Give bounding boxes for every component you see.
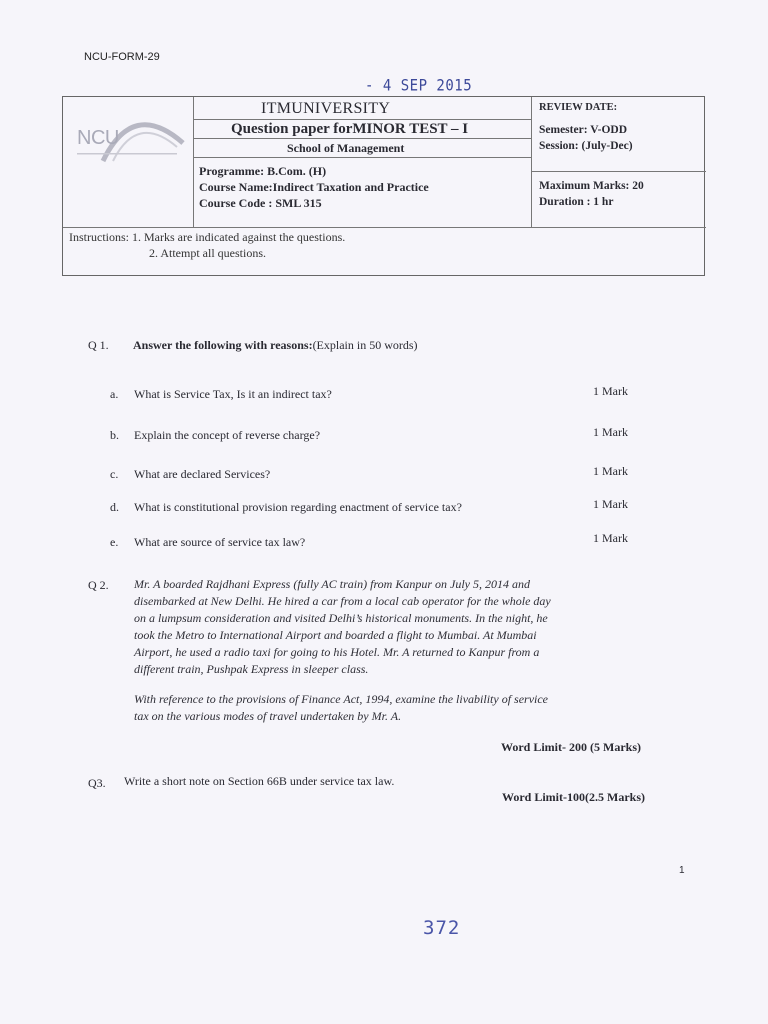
logo-text: NCU	[77, 127, 119, 149]
q1c-text: What are declared Services?	[134, 467, 271, 481]
q2-line: took the Metro to International Airport and boarded a flight to Mumbai. At Mumbai	[134, 628, 537, 642]
q1a-letter: a.	[110, 387, 119, 401]
q1c-letter: c.	[110, 467, 119, 481]
header-table	[62, 96, 705, 276]
q1d-mark: 1 Mark	[593, 497, 628, 511]
q1e-text: What are source of service tax law?	[134, 535, 306, 549]
q1-heading-bold: Answer the following with reasons:	[133, 338, 313, 352]
q2-line: Airport, he used a radio taxi for going to his Hotel. Mr. A returned to Kanpur from a	[134, 645, 540, 659]
q3-word-limit: Word Limit-100(2.5 Marks)	[502, 790, 645, 804]
q2-line: disembarked at New Delhi. He hired a car from a local cab operator for the whole day	[134, 594, 551, 608]
university-name: ITMUNIVERSITY	[261, 100, 391, 117]
q1d-text: What is constitutional provision regarding enactment of service tax?	[134, 500, 462, 514]
page-number: 1	[679, 865, 685, 876]
page-stamp-number: 372	[423, 917, 461, 939]
q2-question	[134, 691, 694, 725]
programme: Programme: B.Com. (H)	[199, 164, 327, 178]
q1e-mark: 1 Mark	[593, 531, 628, 545]
course-name: Course Name:Indirect Taxation and Practice	[199, 180, 429, 194]
session: Session: (July-Dec)	[539, 140, 633, 152]
q1-heading-rest: (Explain in 50 words)	[312, 338, 418, 352]
date-stamp: - 4 SEP 2015	[365, 76, 473, 96]
q1b-letter: b.	[110, 428, 119, 442]
q1e-letter: e.	[110, 535, 119, 549]
q2-question-line: With reference to the provisions of Finance Act, 1994, examine the livability of service	[134, 692, 548, 706]
q2-question-line: tax on the various modes of travel undertaken by Mr. A.	[134, 709, 402, 723]
q1c-mark: 1 Mark	[593, 464, 628, 478]
instruction-1: Instructions: 1. Marks are indicated against the questions.	[69, 230, 346, 244]
q2-line: different train, Pushpak Express in sleeper class.	[134, 662, 369, 676]
max-marks: Maximum Marks: 20	[539, 180, 644, 192]
q3-text: Write a short note on Section 66B under service tax law.	[124, 774, 395, 788]
q1b-mark: 1 Mark	[593, 425, 628, 439]
q2-line: on a lumpsum consideration and visited Delhi’s historical monuments. In the night, he	[134, 611, 548, 625]
q2-line: Mr. A boarded Rajdhani Express (fully AC train) from Kanpur on July 5, 2014 and	[134, 577, 530, 591]
school-name: School of Management	[287, 141, 405, 155]
q2-word-limit: Word Limit- 200 (5 Marks)	[501, 740, 641, 754]
review-date: REVIEW DATE:	[539, 102, 618, 113]
q1-label: Q 1.	[88, 338, 109, 352]
course-code: Course Code : SML 315	[199, 196, 322, 210]
q1b-text: Explain the concept of reverse charge?	[134, 428, 321, 442]
q1a-mark: 1 Mark	[593, 384, 628, 398]
q2-scenario	[134, 576, 694, 678]
form-number: NCU-FORM-29	[84, 51, 160, 63]
q2-label: Q 2.	[88, 578, 109, 592]
q1d-letter: d.	[110, 500, 119, 514]
ncu-logo	[73, 103, 193, 173]
instruction-2: 2. Attempt all questions.	[149, 246, 266, 260]
q1a-text: What is Service Tax, Is it an indirect tax?	[134, 387, 332, 401]
paper-title: Question paper forMINOR TEST – I	[231, 121, 469, 137]
duration: Duration : 1 hr	[539, 196, 614, 208]
q3-label: Q3.	[88, 776, 106, 790]
semester: Semester: V-ODD	[539, 124, 628, 136]
q1-heading	[133, 338, 418, 353]
